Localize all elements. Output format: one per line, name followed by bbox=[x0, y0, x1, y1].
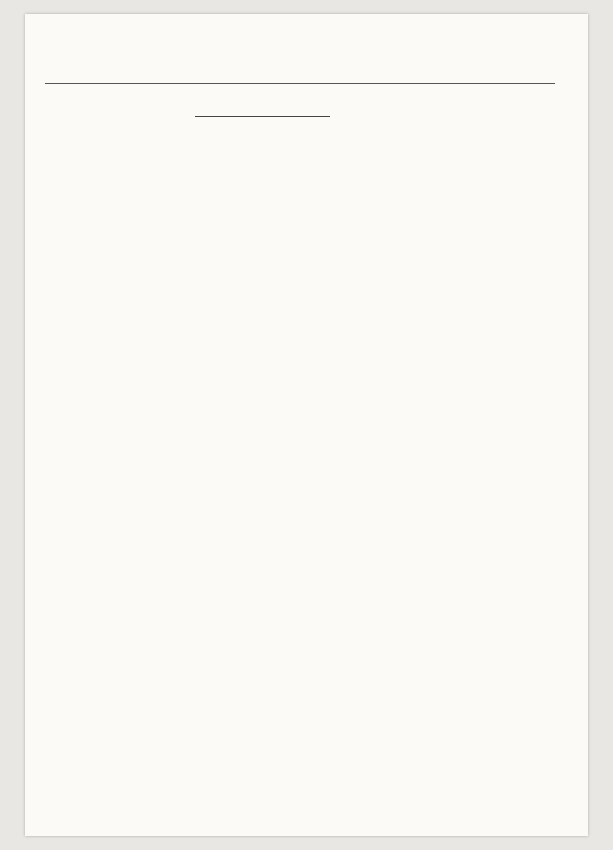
horizontal-rule bbox=[45, 83, 555, 84]
document-page bbox=[25, 14, 588, 836]
masthead bbox=[45, 40, 565, 110]
title-underline bbox=[195, 116, 330, 117]
